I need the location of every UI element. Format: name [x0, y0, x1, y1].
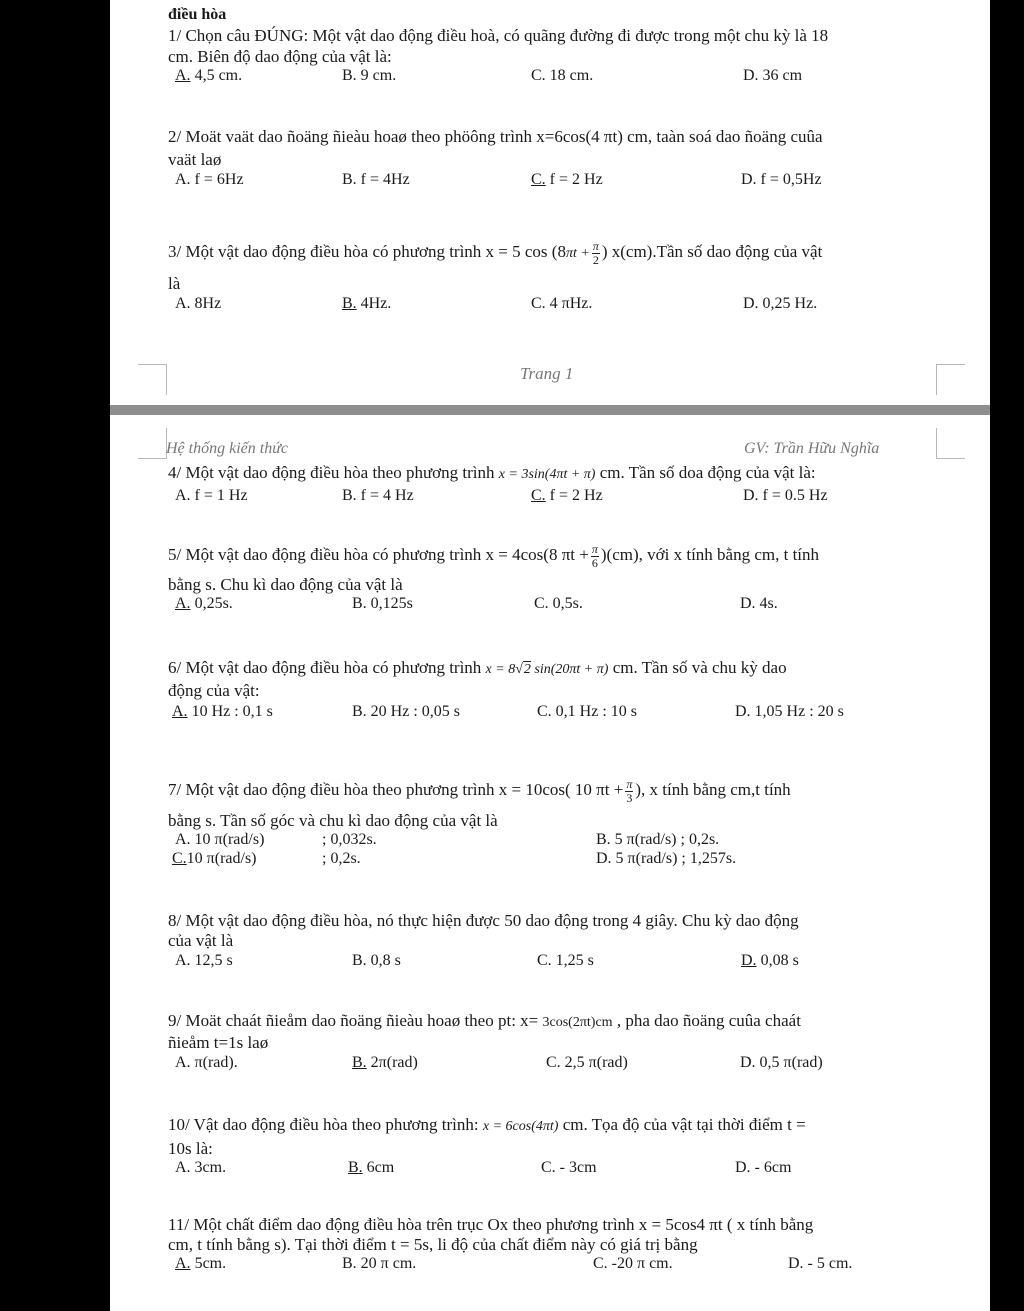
q1-option-a-letter: A. — [175, 67, 191, 84]
q5-option-b: B. 0,125s — [352, 595, 413, 612]
q3-frac-num: π — [592, 239, 599, 253]
q3-text-line2: là — [168, 274, 181, 293]
q3-option-b-text: 4Hz. — [356, 295, 392, 312]
q9-option-b — [352, 1055, 418, 1071]
q7-frac-den: 3 — [626, 790, 633, 805]
q3-option-b-letter: B. — [342, 295, 357, 312]
q2-text-line1: 2/ Moät vaät dao ñoäng ñieàu hoaø theo phöông trình x=6cos(4 πt) cm, taàn soá dao ñoäng cuûa — [168, 127, 823, 146]
q6-text-line2: động của vật: — [168, 681, 260, 700]
q9-option-b-letter: B. — [352, 1054, 367, 1071]
q11-text-line2: cm, t tính bằng s). Tại thời điểm t = 5s, li độ của chất điểm này có giá trị bằng — [168, 1235, 698, 1254]
q3-text-mid: πt + — [565, 246, 590, 261]
q5-option-a — [175, 596, 233, 612]
header-left: Hệ thống kiến thức — [166, 440, 289, 457]
q7-option-c-period: ; 0,2s. — [322, 850, 361, 867]
q11-text-line1: 11/ Một chất điểm dao động điều hòa trên trục Ox theo phương trình x = 5cos4 πt ( x tính bằng — [168, 1215, 814, 1234]
q7-option-a-period: ; 0,032s. — [322, 831, 377, 848]
q6-option-b: B. 20 Hz : 0,05 s — [352, 703, 460, 720]
q2-option-c-letter: C. — [531, 171, 546, 188]
q7-option-c-letter: C. — [172, 850, 187, 867]
q10-text-pre: 10/ Vật dao động điều hòa theo phương trình: — [168, 1115, 479, 1134]
q4-text-post: cm. Tần số doa động của vật là: — [599, 463, 816, 482]
q11-option-a-text: 5cm. — [190, 1255, 227, 1272]
q6-text-line1 — [168, 659, 787, 677]
q5-frac-den: 6 — [591, 555, 598, 570]
q10-option-b-text: 6cm — [362, 1159, 395, 1176]
top-fragment: điều hòa — [168, 6, 227, 23]
q9-text-line1 — [168, 1012, 801, 1030]
page-footer: Trang 1 — [520, 364, 574, 383]
q10-option-d: D. - 6cm — [735, 1159, 792, 1176]
q10-option-b — [348, 1160, 394, 1176]
q7-text-pre: 7/ Một vật dao động điều hòa theo phương trình x = 10cos( 10 πt + — [168, 780, 624, 799]
q10-text-line2: 10s là: — [168, 1139, 213, 1158]
q5-option-a-letter: A. — [175, 595, 191, 612]
q3-option-a: A. 8Hz — [175, 295, 222, 312]
q9-option-b-text: 2π(rad) — [366, 1054, 418, 1071]
q8-text-line2: của vật là — [168, 931, 234, 950]
corner-mark-bottom-left — [138, 428, 167, 459]
q9-formula: 3cos(2πt)cm — [542, 1015, 613, 1030]
q2-option-a: A. f = 6Hz — [175, 171, 244, 188]
q10-formula: x = 6cos(4πt) — [482, 1119, 559, 1134]
q7-option-d: D. 5 π(rad/s) ; 1,257s. — [596, 850, 737, 867]
q5-text-pre: 5/ Một vật dao động điều hòa có phương trình x = 4cos(8 πt + — [168, 545, 589, 564]
q7-frac-num: π — [626, 777, 633, 791]
q1-option-b: B. 9 cm. — [342, 67, 397, 84]
q7-option-b: B. 5 π(rad/s) ; 0,2s. — [596, 831, 720, 848]
q1-option-a — [175, 68, 242, 84]
q3-frac-den: 2 — [592, 252, 599, 267]
q4-option-a: A. f = 1 Hz — [175, 487, 248, 504]
q11-option-b: B. 20 π cm. — [342, 1255, 417, 1272]
q7-text-line1 — [168, 778, 791, 804]
q7-text-line2: bằng s. Tần số góc và chu kì dao động của vật là — [168, 811, 498, 830]
corner-mark-top-right — [936, 364, 965, 395]
q5-text-post: )(cm), với x tính bằng cm, t tính — [600, 545, 820, 564]
q7-option-a-value: A. 10 π(rad/s) — [175, 831, 265, 848]
q11-option-a-letter: A. — [175, 1255, 191, 1272]
q7-text-post: ), x tính bằng cm,t tính — [635, 780, 791, 799]
q6-option-a-text: 10 Hz : 0,1 s — [187, 703, 273, 720]
q10-text-post: cm. Tọa độ của vật tại thời điểm t = — [562, 1115, 806, 1134]
q5-option-d: D. 4s. — [740, 595, 778, 612]
q9-text-pre: 9/ Moät chaát ñieåm dao ñoäng ñieàu hoaø theo pt: x= — [168, 1011, 539, 1030]
q6-option-a-letter: A. — [172, 703, 188, 720]
q2-text-line2: vaät laø — [168, 150, 222, 169]
q6-option-d: D. 1,05 Hz : 20 s — [735, 703, 844, 720]
q2-option-c — [531, 172, 603, 188]
q4-option-c — [531, 488, 603, 504]
q6-option-a — [172, 704, 273, 720]
q4-option-c-text: f = 2 Hz — [545, 487, 603, 504]
page-divider — [110, 405, 990, 415]
q2-option-c-text: f = 2 Hz — [545, 171, 603, 188]
q1-option-d: D. 36 cm — [743, 67, 803, 84]
q10-option-b-letter: B. — [348, 1159, 363, 1176]
q6-formula-b: sin(20πt + π) — [534, 662, 609, 677]
q4-text-line1 — [168, 464, 816, 482]
q5-text-line2: bằng s. Chu kì dao động của vật là — [168, 575, 403, 594]
q7-option-c-value — [172, 851, 257, 867]
q3-option-c: C. 4 πHz. — [531, 295, 593, 312]
q5-fraction — [591, 543, 599, 569]
q6-text-post: cm. Tần số và chu kỳ dao — [612, 658, 787, 677]
q5-frac-num: π — [591, 542, 598, 556]
q10-option-c: C. - 3cm — [541, 1159, 597, 1176]
corner-mark-bottom-right — [936, 428, 965, 459]
q8-option-d-text: 0,08 s — [756, 952, 799, 969]
q9-option-a: A. π(rad). — [175, 1054, 238, 1071]
q4-option-d: D. f = 0.5 Hz — [743, 487, 828, 504]
q5-option-c: C. 0,5s. — [534, 595, 583, 612]
q8-option-d — [741, 953, 799, 969]
q3-text-line1 — [168, 240, 822, 266]
q1-option-a-text: 4,5 cm. — [190, 67, 243, 84]
header-right: GV: Trần Hữu Nghĩa — [744, 440, 880, 457]
q8-option-a: A. 12,5 s — [175, 952, 233, 969]
q3-option-b — [342, 296, 391, 312]
q11-option-c: C. -20 π cm. — [593, 1255, 673, 1272]
corner-mark-top-left — [138, 364, 167, 395]
q6-text-pre: 6/ Một vật dao động điều hòa có phương trình — [168, 658, 482, 677]
q11-option-a — [175, 1256, 226, 1272]
q3-text-pre: 3/ Một vật dao động điều hòa có phương trình x = 5 cos (8 — [168, 242, 566, 261]
q8-option-d-letter: D. — [741, 952, 757, 969]
q3-option-d: D. 0,25 Hz. — [743, 295, 818, 312]
q2-option-b: B. f = 4Hz — [342, 171, 410, 188]
q4-option-c-letter: C. — [531, 487, 546, 504]
q5-option-a-text: 0,25s. — [190, 595, 233, 612]
q9-option-c: C. 2,5 π(rad) — [546, 1054, 628, 1071]
q5-text-line1 — [168, 543, 819, 569]
q6-option-c: C. 0,1 Hz : 10 s — [537, 703, 637, 720]
q3-text-post: ) x(cm).Tần số dao động của vật — [601, 242, 823, 261]
q8-option-b: B. 0,8 s — [352, 952, 401, 969]
q6-formula: x = 8√2 sin(20πt + π) — [485, 662, 609, 677]
q11-option-d: D. - 5 cm. — [788, 1255, 853, 1272]
q9-text-line2: ñieåm t=1s laø — [168, 1033, 269, 1052]
q3-fraction — [592, 240, 600, 266]
q4-formula: x = 3sin(4πt + π) — [498, 467, 596, 482]
q8-option-c: C. 1,25 s — [537, 952, 594, 969]
q2-option-d: D. f = 0,5Hz — [741, 171, 822, 188]
q1-option-c: C. 18 cm. — [531, 67, 594, 84]
q9-text-post: , pha dao ñoäng cuûa chaát — [616, 1011, 801, 1030]
q7-fraction — [625, 778, 633, 804]
q6-formula-root: 2 — [523, 662, 531, 677]
q8-text-line1: 8/ Một vật dao động điều hòa, nó thực hiện được 50 dao động trong 4 giây. Chu kỳ dao động — [168, 911, 799, 930]
q1-text-line1: 1/ Chọn câu ĐÚNG: Một vật dao động điều hoà, có quãng đường đi được trong một chu kỳ là 18 — [168, 26, 829, 45]
q6-formula-a: x = 8 — [485, 662, 516, 677]
q4-text-pre: 4/ Một vật dao động điều hòa theo phương trình — [168, 463, 495, 482]
q9-option-d: D. 0,5 π(rad) — [740, 1054, 823, 1071]
q4-option-b: B. f = 4 Hz — [342, 487, 414, 504]
q7-option-c-text: 10 π(rad/s) — [186, 850, 257, 867]
q1-text-line2: cm. Biên độ dao động của vật là: — [168, 47, 392, 66]
q10-text-line1 — [168, 1116, 806, 1134]
q10-option-a: A. 3cm. — [175, 1159, 227, 1176]
